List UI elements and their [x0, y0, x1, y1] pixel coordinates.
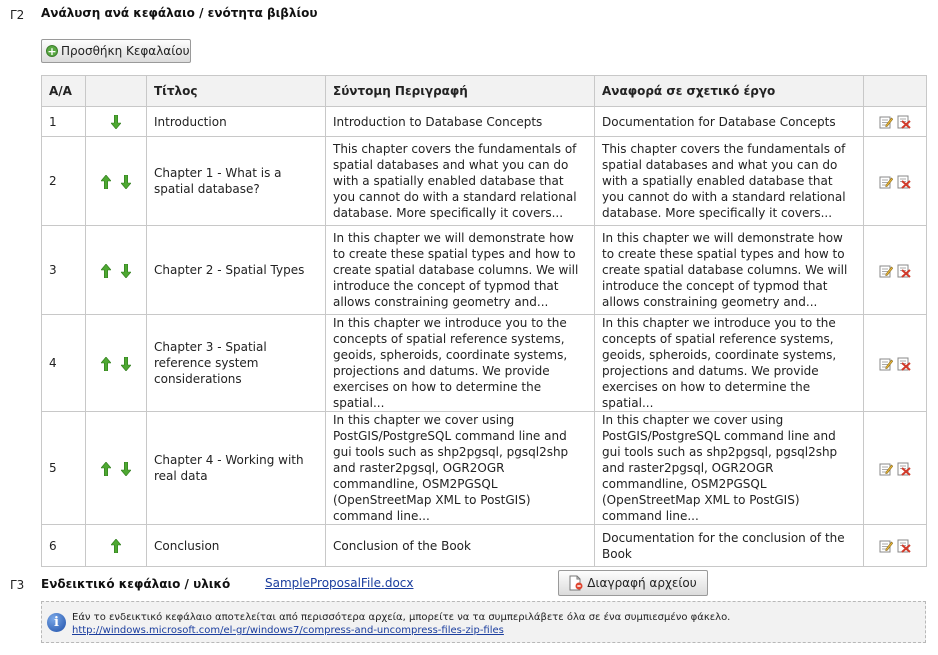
table-row [42, 412, 927, 525]
chapter-description: In this chapter we will demonstrate how to create these spatial types and how to create spatial database columns. We will introduce the concept of typmod that allows constraining geometry and... [326, 226, 595, 315]
edit-icon[interactable] [877, 356, 895, 370]
row-number: 5 [42, 412, 86, 525]
edit-icon[interactable] [877, 174, 895, 188]
row-number: 4 [42, 315, 86, 412]
delete-icon[interactable] [895, 263, 913, 277]
delete-icon[interactable] [895, 356, 913, 370]
row-number: 1 [42, 107, 86, 137]
chapter-title: Chapter 4 - Working with real data [147, 412, 326, 525]
section-g2-number: Γ2 [10, 8, 25, 22]
edit-icon[interactable] [877, 461, 895, 475]
add-chapter-label: Προσθήκη Κεφαλαίου [61, 44, 190, 58]
chapter-title: Conclusion [147, 525, 326, 567]
row-number: 3 [42, 226, 86, 315]
row-number: 6 [42, 525, 86, 567]
table-row [42, 226, 927, 315]
table-row [42, 137, 927, 226]
chapter-reference: Documentation for Database Concepts [595, 107, 864, 137]
actions-cell [864, 412, 927, 525]
col-header-num: Α/Α [42, 76, 86, 107]
arrow-up-icon[interactable] [96, 356, 116, 370]
delete-file-button[interactable] [558, 570, 708, 596]
plus-circle-icon: + [47, 45, 57, 58]
reorder-cell [86, 315, 147, 412]
reorder-cell [86, 226, 147, 315]
col-header-description: Σύντομη Περιγραφή [326, 76, 595, 107]
chapter-title: Introduction [147, 107, 326, 137]
actions-cell [864, 226, 927, 315]
col-header-reference: Αναφορά σε σχετικό έργο [595, 76, 864, 107]
info-box [41, 601, 926, 643]
chapter-description: Introduction to Database Concepts [326, 107, 595, 137]
delete-icon[interactable] [895, 174, 913, 188]
chapter-reference: Documentation for the conclusion of the Book [595, 525, 864, 567]
table-row [42, 525, 927, 567]
row-number: 2 [42, 137, 86, 226]
delete-file-label: Διαγραφή αρχείου [587, 576, 697, 590]
chapter-reference: In this chapter we cover using PostGIS/PostgreSQL command line and gui tools such as shp2pgsql, pgsql2shp and raster2pgsql, OGR2OGR commandline, OSM2PGSQL (OpenStreetMap XML to PostGIS) command line... [595, 412, 864, 525]
info-text: Εάν το ενδεικτικό κεφάλαιο αποτελείται από περισσότερα αρχεία, μπορείτε να τα συμπεριλάβετε όλα σε ένα συμπιεσμένο φάκελο. [72, 612, 731, 623]
table-row [42, 315, 927, 412]
add-chapter-button[interactable] [41, 39, 191, 63]
reorder-cell [86, 525, 147, 567]
actions-cell [864, 315, 927, 412]
reorder-cell [86, 412, 147, 525]
actions-cell [864, 107, 927, 137]
reorder-cell [86, 107, 147, 137]
delete-icon[interactable] [895, 461, 913, 475]
section-g2-title: Ανάλυση ανά κεφάλαιο / ενότητα βιβλίου [41, 6, 318, 20]
section-g3-title: Ενδεικτικό κεφάλαιο / υλικό [41, 577, 231, 591]
delete-icon[interactable] [895, 539, 913, 553]
col-header-order [86, 76, 147, 107]
chapter-reference: In this chapter we introduce you to the concepts of spatial reference systems, geoids, spheroids, coordinate systems, projections and datums. We provide exercises on how to determine the spatial... [595, 315, 864, 412]
table-header-row [42, 76, 927, 107]
arrow-up-icon[interactable] [106, 539, 126, 553]
file-delete-icon [569, 575, 583, 591]
col-header-actions [864, 76, 927, 107]
actions-cell [864, 137, 927, 226]
arrow-down-icon[interactable] [116, 174, 136, 188]
edit-icon[interactable] [877, 263, 895, 277]
arrow-up-icon[interactable] [96, 174, 116, 188]
chapter-title: Chapter 1 - What is a spatial database? [147, 137, 326, 226]
col-header-title: Τίτλος [147, 76, 326, 107]
chapter-reference: In this chapter we will demonstrate how to create these spatial types and how to create spatial database columns. We will introduce the concept of typmod that allows constraining geometry and... [595, 226, 864, 315]
info-icon: i [47, 613, 66, 632]
delete-icon[interactable] [895, 115, 913, 129]
section-g3-number: Γ3 [10, 578, 25, 592]
chapter-description: In this chapter we introduce you to the concepts of spatial reference systems, geoids, spheroids, coordinate systems, projections and datums. We provide exercises on how to determine the spatial... [326, 315, 595, 412]
chapter-title: Chapter 3 - Spatial reference system considerations [147, 315, 326, 412]
arrow-down-icon[interactable] [116, 263, 136, 277]
sample-file-link[interactable]: SampleProposalFile.docx [265, 576, 414, 590]
chapters-table [41, 75, 927, 567]
arrow-down-icon[interactable] [106, 115, 126, 129]
info-link[interactable]: http://windows.microsoft.com/el-gr/windows7/compress-and-uncompress-files-zip-files [72, 625, 504, 636]
arrow-down-icon[interactable] [116, 356, 136, 370]
table-row [42, 107, 927, 137]
chapter-description: Conclusion of the Book [326, 525, 595, 567]
chapter-reference: This chapter covers the fundamentals of spatial databases and what you can do with a spatially enabled database that you cannot do with a standard relational database. More specifically it covers... [595, 137, 864, 226]
arrow-down-icon[interactable] [116, 461, 136, 475]
chapter-description: This chapter covers the fundamentals of spatial databases and what you can do with a spatially enabled database that you cannot do with a standard relational database. More specifically it covers... [326, 137, 595, 226]
reorder-cell [86, 137, 147, 226]
chapter-title: Chapter 2 - Spatial Types [147, 226, 326, 315]
actions-cell [864, 525, 927, 567]
arrow-up-icon[interactable] [96, 263, 116, 277]
edit-icon[interactable] [877, 539, 895, 553]
edit-icon[interactable] [877, 115, 895, 129]
arrow-up-icon[interactable] [96, 461, 116, 475]
chapter-description: In this chapter we cover using PostGIS/PostgreSQL command line and gui tools such as shp2pgsql, pgsql2shp and raster2pgsql, OGR2OGR commandline, OSM2PGSQL (OpenStreetMap XML to PostGIS) command line... [326, 412, 595, 525]
